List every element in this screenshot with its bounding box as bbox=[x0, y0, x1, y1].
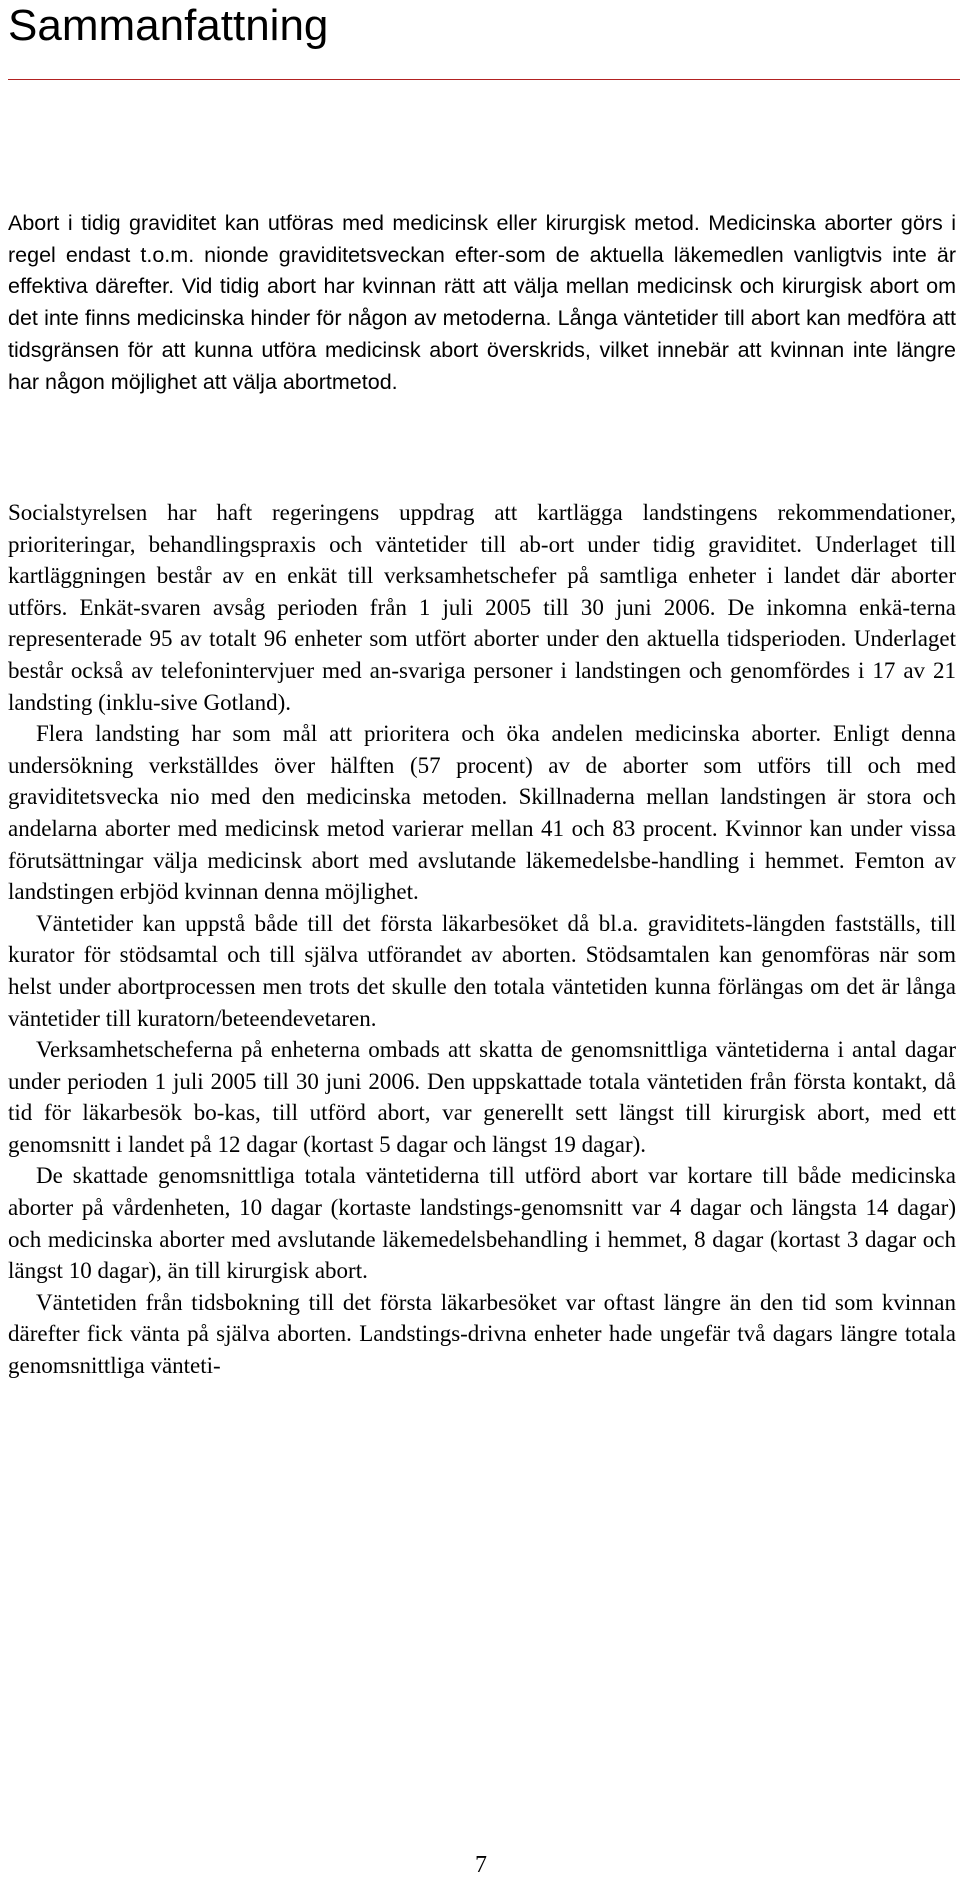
paragraph-vantetider: Väntetider kan uppstå både till det första läkarbesöket då bl.a. graviditets-längden fastställs, till kurator för stödsamtal och till själva utförandet av aborten. Stödsamtalen kan genomföras när som helst under abortprocessen men trots det skulle den totala väntetiden kunna förlängas om det är långa väntetider till kuratorn/beteendevetaren. bbox=[8, 910, 956, 1031]
body-text bbox=[8, 497, 956, 1382]
page-number: 7 bbox=[475, 1852, 487, 1878]
paragraph-socialstyrelsen: Socialstyrelsen har haft regeringens uppdrag att kartlägga landstingens rekommendationer, prioriteringar, behandlingspraxis och väntetider till ab-ort under tidig graviditet. Underlaget till kartläggningen består av en enkät till verksamhetschefer på samtliga enheter i landet där aborter utförs. Enkät-svaren avsåg perioden från 1 juli 2005 till 30 juni 2006. De inkomna enkä-terna representerade 95 av totalt 96 enheter som utfört aborter under den aktuella tidsperioden. Underlaget består också av telefonintervjuer med an-svariga personer i landstingen och genomfördes i 17 av 21 landsting (inklu-sive Gotland). bbox=[8, 500, 956, 715]
paragraph-skattade-vantetider: De skattade genomsnittliga totala väntetiderna till utförd abort var kortare till både medicinska aborter på vårdenheten, 10 dagar (kortaste landstings-genomsnitt var 4 dagar och längsta 14 dagar) och medicinska aborter med avslutande läkemedelsbehandling i hemmet, 8 dagar (kortast 3 dagar och längst 10 dagar), än till kirurgisk abort. bbox=[8, 1163, 956, 1284]
title-divider bbox=[8, 79, 960, 80]
paragraph-medicinska-aborter: Flera landsting har som mål att prioritera och öka andelen medicinska aborter. Enligt denna undersökning verkställdes över hälften (57 procent) av de aborter som utförs till och med graviditetsvecka nio med den medicinska metoden. Skillnaderna mellan landstingen är stora och andelarna aborter med medicinsk metod varierar mellan 41 och 83 procent. Kvinnor kan under vissa förutsättningar välja medicinsk abort med avslutande läkemedelsbe-handling i hemmet. Femton av landstingen erbjöd kvinnan denna möjlighet. bbox=[8, 721, 956, 905]
intro-paragraph: Abort i tidig graviditet kan utföras med medicinsk eller kirurgisk metod. Medicinska aborter görs i regel endast t.o.m. nionde graviditetsveckan efter-som de aktuella läkemedlen vanligtvis inte är effektiva därefter. Vid tidig abort har kvinnan rätt att välja mellan medicinsk och kirurgisk abort om det inte finns medicinska hinder för någon av metoderna. Långa väntetider till abort kan medföra att tidsgränsen för att kunna utföra medicinsk abort överskrids, vilket innebär att kvinnan inte längre har någon möjlighet att välja abortmetod. bbox=[8, 211, 956, 394]
paragraph-tidsbokning: Väntetiden från tidsbokning till det första läkarbesöket var oftast längre än den tid som kvinnan därefter fick vänta på själva aborten. Landstings-drivna enheter hade ungefär två dagars längre totala genomsnittliga vänteti- bbox=[8, 1289, 956, 1379]
paragraph-verksamhetschefer: Verksamhetscheferna på enheterna ombads att skatta de genomsnittliga väntetiderna i antal dagar under perioden 1 juli 2005 till 30 juni 2006. Den uppskattade totala väntetiden från första kontakt, då tid för läkarbesök bo-kas, till utförd abort, var generellt sett längst till kirurgisk abort, med ett genomsnitt i landet på 12 dagar (kortast 5 dagar och längst 19 dagar). bbox=[8, 1037, 956, 1157]
page-title: Sammanfattning bbox=[8, 1, 329, 50]
